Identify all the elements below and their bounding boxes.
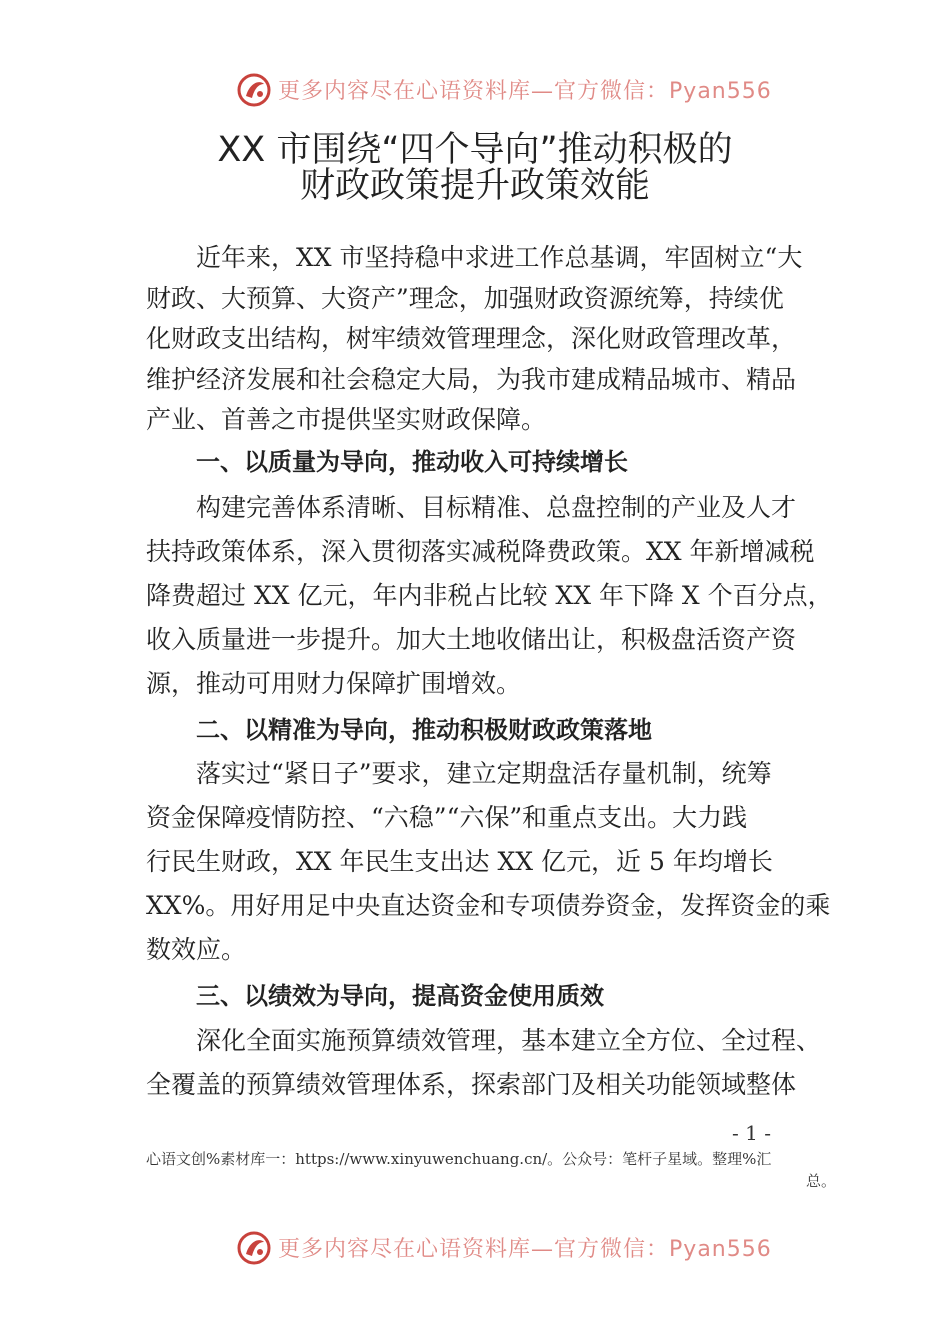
paragraph-line: 落实过“紧日子”要求，建立定期盘活存量机制，统筹 xyxy=(146,759,772,788)
paragraph-line: 全覆盖的预算绩效管理体系，探索部门及相关功能领域整体 xyxy=(146,1070,797,1099)
paragraph-line: 数效应。 xyxy=(146,935,247,964)
paragraph-line: XX%。用好用足中央直达资金和专项债券资金，发挥资金的乘 xyxy=(146,891,831,920)
banner-text xyxy=(278,78,772,106)
top-banner xyxy=(0,70,950,114)
paragraph-line: 产业、首善之市提供坚实财政保障。 xyxy=(146,405,547,434)
bottom-banner xyxy=(0,1228,950,1272)
section-heading-2: 二、以精准为导向，推动积极财政政策落地 xyxy=(196,716,652,744)
paragraph-line: 深化全面实施预算绩效管理，基本建立全方位、全过程、 xyxy=(146,1026,822,1055)
page-number: - 1 - xyxy=(732,1121,771,1145)
brand-logo-icon xyxy=(236,72,272,108)
paragraph-line: 源，推动可用财力保障扩围增效。 xyxy=(146,669,522,698)
paragraph-line: 构建完善体系清晰、目标精准、总盘控制的产业及人才 xyxy=(146,493,797,522)
paragraph-line: 化财政支出结构，树牢绩效管理理念，深化财政管理改革， xyxy=(146,324,797,353)
banner-wechat-label: 官方微信： xyxy=(554,1237,670,1262)
banner-wechat-id: Pyan556 xyxy=(669,79,772,104)
section-heading-3: 三、以绩效为导向，提高资金使用质效 xyxy=(196,982,604,1010)
paragraph-line: 近年来，XX 市坚持稳中求进工作总基调，牢固树立“大 xyxy=(146,243,803,272)
paragraph-line: 行民生财政，XX 年民生支出达 XX 亿元，近 5 年均增长 xyxy=(146,847,773,876)
paragraph-line: 收入质量进一步提升。加大土地收储出让，积极盘活资产资 xyxy=(146,625,797,654)
paragraph-line: 扶持政策体系，深入贯彻落实减税降费政策。XX 年新增减税 xyxy=(146,537,815,566)
banner-wechat-label: 官方微信： xyxy=(554,79,670,104)
footer-note xyxy=(146,1148,836,1192)
paragraph-line: 资金保障疫情防控、“六稳”“六保”和重点支出。大力践 xyxy=(146,803,748,832)
section-heading-1: 一、以质量为导向，推动收入可持续增长 xyxy=(196,448,628,476)
banner-separator: — xyxy=(531,1237,555,1262)
banner-separator: — xyxy=(531,79,555,104)
document-title-line1: XX 市围绕“四个导向”推动积极的 xyxy=(217,130,733,170)
banner-slogan: 更多内容尽在心语资料库 xyxy=(278,1237,532,1262)
banner-slogan: 更多内容尽在心语资料库 xyxy=(278,79,532,104)
document-title-line2: 财政政策提升政策效能 xyxy=(299,166,650,206)
banner-wechat-id: Pyan556 xyxy=(669,1237,772,1262)
banner-text xyxy=(278,1236,772,1264)
paragraph-line: 维护经济发展和社会稳定大局，为我市建成精品城市、精品 xyxy=(146,365,797,394)
paragraph-line: 降费超过 XX 亿元，年内非税占比较 XX 年下降 X 个百分点， xyxy=(146,581,833,610)
footer-note-line1: 心语文创%素材库一：https://www.xinyuwenchuang.cn/。公众号：笔杆子星域。整理%汇 xyxy=(146,1150,772,1168)
footer-note-line2: 总。 xyxy=(805,1172,836,1190)
paragraph-line: 财政、大预算、大资产”理念，加强财政资源统筹，持续优 xyxy=(146,284,784,313)
brand-logo-icon xyxy=(236,1230,272,1266)
